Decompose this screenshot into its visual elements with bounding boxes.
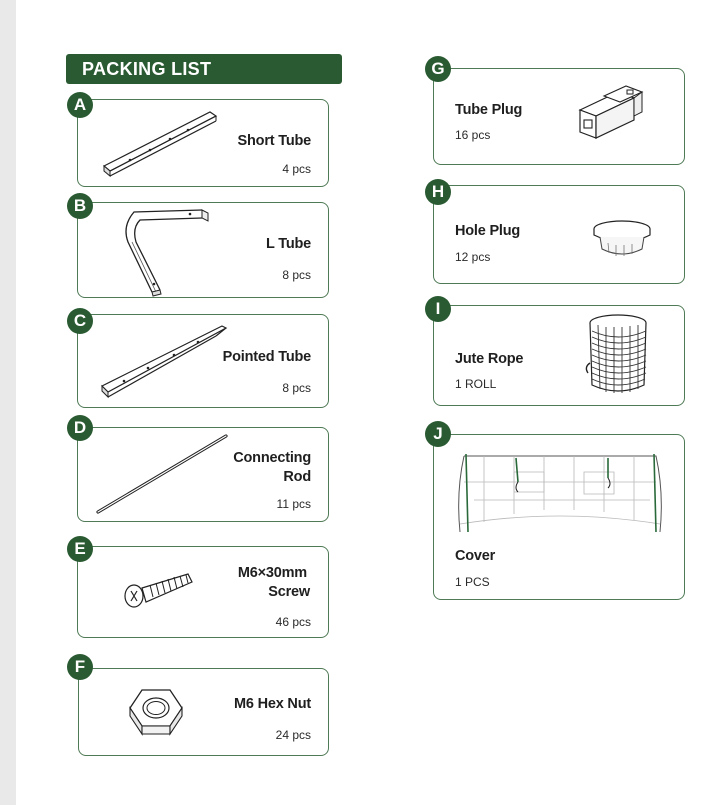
item-quantity: 46 pcs — [275, 615, 311, 629]
item-letter-badge: B — [67, 193, 93, 219]
item-quantity: 1 PCS — [455, 575, 490, 589]
item-quantity: 8 pcs — [282, 381, 311, 395]
item-letter-badge: C — [67, 308, 93, 334]
item-name: Pointed Tube — [222, 349, 311, 365]
item-quantity: 12 pcs — [455, 250, 491, 264]
item-letter-badge: J — [425, 421, 451, 447]
item-name: Short Tube — [237, 133, 311, 149]
item-quantity: 8 pcs — [282, 268, 311, 282]
item-letter-badge: H — [425, 179, 451, 205]
hole-plug-icon — [592, 219, 652, 259]
item-name-line2: Rod — [283, 469, 311, 485]
item-quantity: 11 pcs — [276, 497, 311, 511]
item-quantity: 24 pcs — [275, 728, 311, 742]
jute-rope-icon — [584, 313, 654, 397]
packing-list-title: PACKING LIST — [66, 54, 342, 84]
item-letter-badge: F — [67, 654, 93, 680]
cover-icon — [454, 452, 666, 532]
item-name-line1: Connecting — [233, 450, 311, 466]
item-name: Cover — [455, 548, 496, 564]
item-letter-badge: I — [425, 296, 451, 322]
item-name: M6 Hex Nut — [234, 696, 311, 712]
item-letter-badge: A — [67, 92, 93, 118]
item-quantity: 4 pcs — [282, 162, 311, 176]
item-quantity: 1 ROLL — [455, 377, 497, 391]
item-name-line2: Screw — [268, 584, 310, 600]
item-name-line1: M6×30mm — [237, 565, 307, 581]
item-letter-badge: G — [425, 56, 451, 82]
item-name: L Tube — [266, 236, 311, 252]
item-name: Jute Rope — [455, 351, 524, 367]
item-name: Tube Plug — [455, 102, 523, 118]
tube-plug-icon — [578, 82, 648, 148]
item-name: Hole Plug — [455, 223, 521, 239]
item-letter-badge: D — [67, 415, 93, 441]
item-quantity: 16 pcs — [455, 128, 491, 142]
item-letter-badge: E — [67, 536, 93, 562]
